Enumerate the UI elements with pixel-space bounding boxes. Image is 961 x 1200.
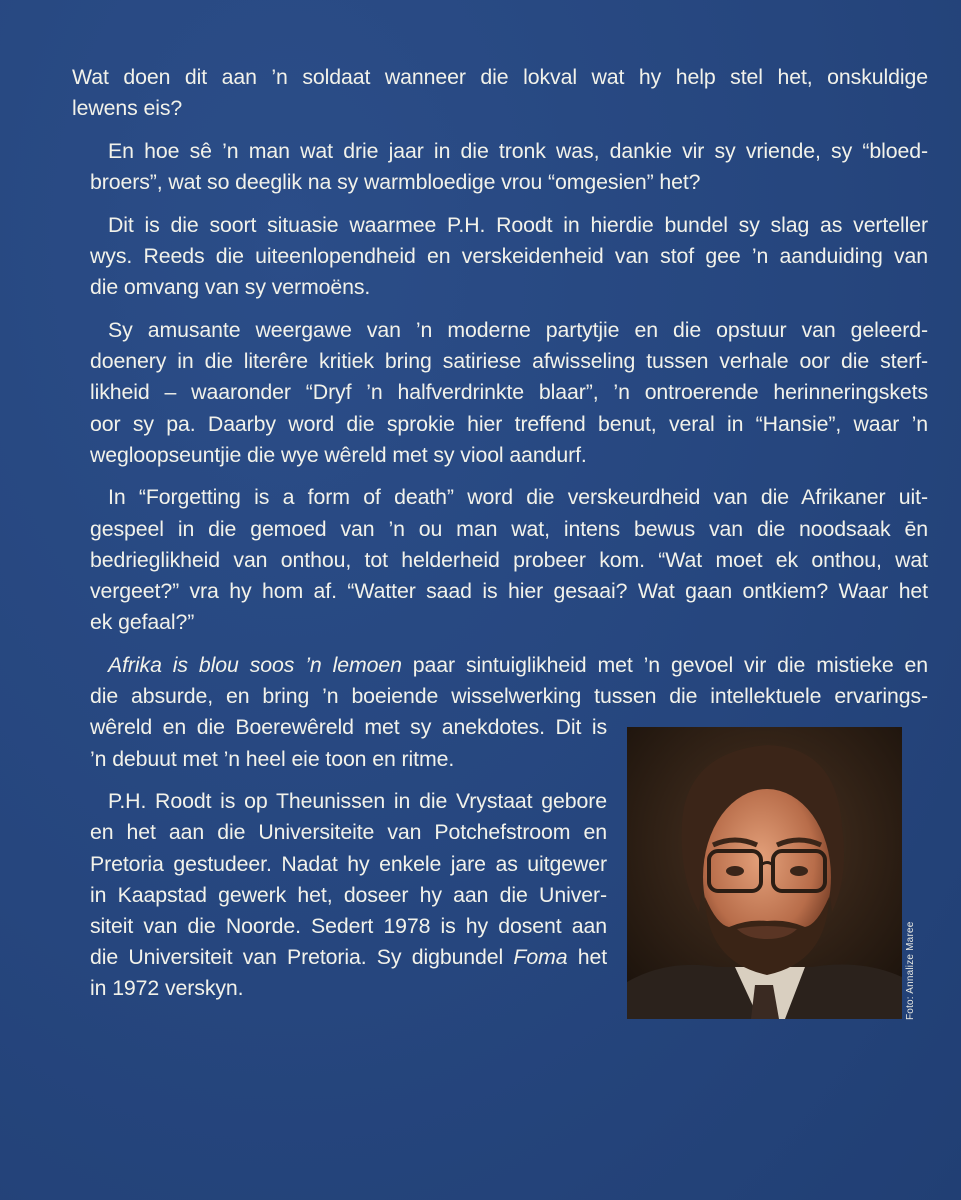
text-line: ek gefaal?” (90, 610, 195, 635)
text-line: die absurde, en bring ’n boeiende wisselwerking tussen die intellektuele ervarings- (90, 684, 928, 709)
text-line: en het aan die Universiteite van Potchefstroom en (90, 820, 607, 845)
paragraph-1 (72, 62, 928, 124)
text-line: wys. Reeds die uiteenlopendheid en verskeidenheid van stof gee ’n aanduiding van (90, 244, 928, 269)
text-line: In “Forgetting is a form of death” word die verskeurdheid van die Afrikaner uit- (108, 485, 928, 510)
text-line: oor sy pa. Daarby word die sprokie hier treffend benut, veral in “Hansie”, waar ’n (90, 411, 928, 436)
paragraph-2 (72, 136, 928, 198)
text-line: Dit is die soort situasie waarmee P.H. Roodt in hierdie bundel sy slag as verteller (108, 212, 928, 237)
author-portrait (627, 727, 902, 1019)
paragraph-7 (72, 786, 607, 1004)
text-line: doenery in die literêre kritiek bring satiriese afwisseling tussen verhale oor die sterf- (90, 349, 928, 374)
text-line: die omvang van sy vermoëns. (90, 275, 371, 300)
text-line: ’n debuut met ’n heel eie toon en ritme. (90, 746, 455, 771)
text-line: siteit van die Noorde. Sedert 1978 is hy dosent aan (90, 914, 607, 939)
text-line: in 1972 verskyn. (90, 976, 244, 1001)
text-line (90, 650, 928, 681)
text-line: P.H. Roodt is op Theunissen in die Vrystaat gebore (108, 789, 607, 814)
text-line: wegloopseuntjie die wye wêreld met sy viool aandurf. (90, 442, 587, 467)
paragraph-5 (72, 482, 928, 638)
text-line: gespeel in die gemoed van ’n ou man wat, intens bewus van die noodsaak ēn (90, 516, 928, 541)
text-fragment: het (567, 945, 608, 970)
text-line: Sy amusante weergawe van ’n moderne partytjie en die opstuur van geleerd- (108, 317, 928, 342)
text-line: lewens eis? (72, 96, 183, 121)
text-line: Pretoria gestudeer. Nadat hy enkele jare as uitgewer (90, 851, 607, 876)
text-line: likheid – waaronder “Dryf ’n halfverdrinkte blaar”, ’n ontroerende herinneringskets (90, 380, 928, 405)
text-line: vergeet?” vra hy hom af. “Watter saad is hier gesaai? Wat gaan ontkiem? Waar het (90, 579, 928, 604)
text-line: bedrieglikheid van onthou, tot helderheid probeer kom. “Wat moet ek onthou, wat (90, 547, 928, 572)
text-line: Wat doen dit aan ’n soldaat wanneer die lokval wat hy help stel het, onskuldige (72, 65, 928, 89)
book-title: Afrika is blou soos ’n lemoen (108, 652, 402, 677)
text-line: wêreld en die Boerewêreld met sy anekdotes. Dit is (90, 715, 607, 740)
text-line (72, 942, 607, 973)
book-title: Foma (513, 945, 568, 970)
text-line: En hoe sê ’n man wat drie jaar in die tronk was, dankie vir sy vriende, sy “bloed- (108, 138, 928, 163)
author-portrait-image (627, 727, 902, 1019)
paragraph-4 (72, 315, 928, 471)
text-fragment: paar sintuiglikheid met ’n gevoel vir die mistieke en (401, 652, 929, 677)
text-line: broers”, wat so deeglik na sy warmbloedige vrou “omgesien” het? (90, 170, 701, 195)
text-line: in Kaapstad gewerk het, doseer hy aan die Univer- (90, 882, 607, 907)
text-fragment: die Universiteit van Pretoria. Sy digbundel (90, 945, 514, 970)
paragraph-3 (72, 210, 928, 304)
photo-credit-text: Foto: Annalize Maree (905, 921, 916, 1020)
